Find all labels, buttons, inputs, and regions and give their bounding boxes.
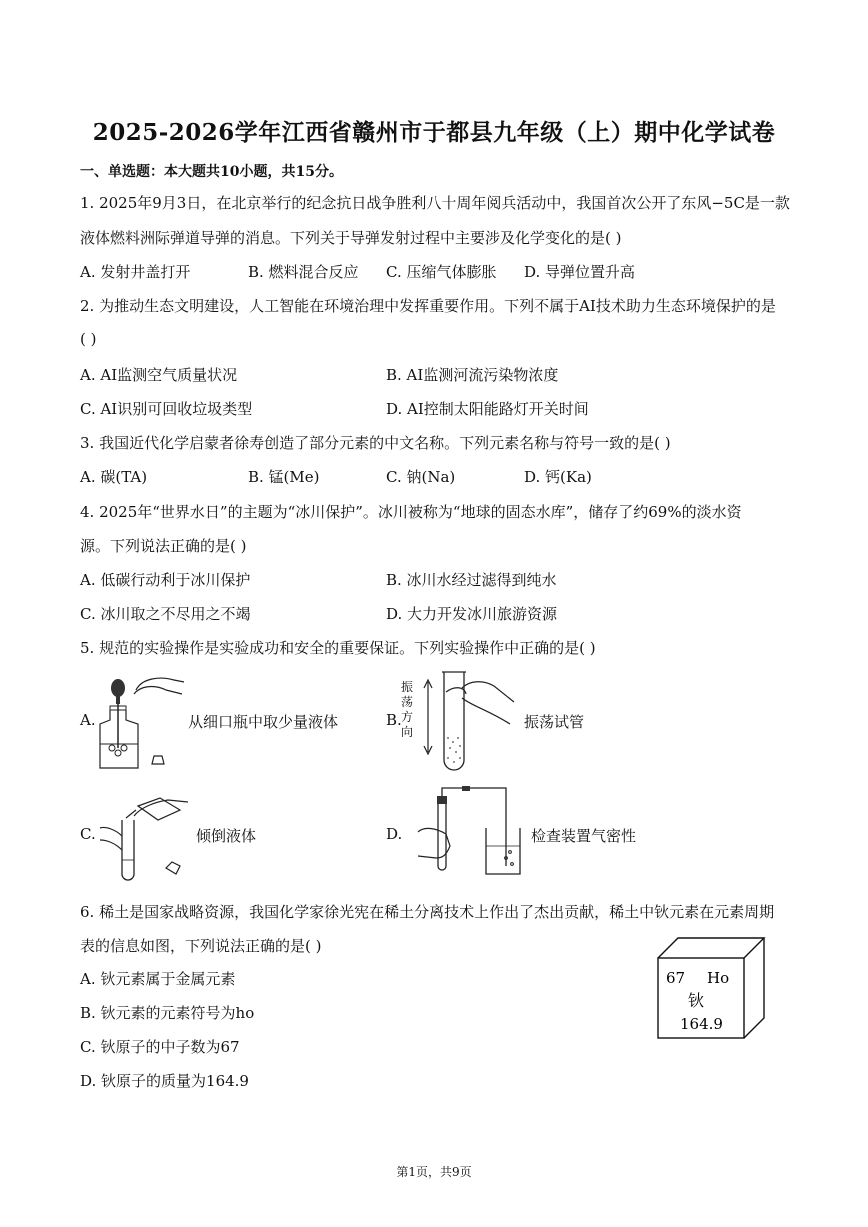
question-2-stem-line1: 2. 为推动生态文明建设，人工智能在环境治理中发挥重要作用。下列不属于AI技术助力生态环境保护的是 [80,297,776,315]
question-5-option-a-letter: A. [80,711,96,729]
shake-direction-char: 向 [401,725,414,739]
question-4-option-b: B. 冰川水经过滤得到纯水 [386,571,557,589]
question-2-option-b: B. AI监测河流污染物浓度 [386,366,559,384]
question-2-option-c: C. AI识别可回收垃圾类型 [80,400,253,418]
question-6-option-c: C. 钬原子的中子数为67 [80,1038,240,1056]
question-1-option-d: D. 导弹位置升高 [524,263,636,281]
question-4-option-c: C. 冰川取之不尽用之不竭 [80,605,251,623]
question-6-option-d: D. 钬原子的质量为164.9 [80,1072,249,1090]
question-5-option-b-caption: 振荡试管 [524,713,585,731]
shake-direction-label [401,680,415,740]
question-1-stem-line1: 1. 2025年9月3日，在北京举行的纪念抗日战争胜利八十周年阅兵活动中，我国首次公开了东风−5C是一款 [80,194,790,212]
airtightness-check-illustration [402,786,526,882]
question-6-stem-line2: 表的信息如图，下列说法正确的是( ) [80,937,322,955]
question-5-option-d-letter: D. [386,825,403,843]
shake-direction-char: 荡 [401,695,414,709]
question-1-option-b: B. 燃料混合反应 [248,263,359,281]
question-2-stem-line2: ( ) [80,330,97,348]
page-title: 2025-2026学年江西省赣州市于都县九年级（上）期中化学试卷 [92,119,776,146]
question-6-option-b: B. 钬元素的元素符号为ho [80,1004,255,1022]
question-5-option-c-caption: 倾倒液体 [196,827,257,845]
shake-direction-char: 方 [401,710,414,724]
element-name: 钬 [688,991,705,1010]
question-3-option-c: C. 钠(Na) [386,468,456,486]
periodic-table-cell-figure [656,936,768,1042]
question-5-option-c-letter: C. [80,825,96,843]
question-1-stem-line2: 液体燃料洲际弹道导弹的消息。下列关于导弹发射过程中主要涉及化学变化的是( ) [80,229,622,247]
question-3-option-a: A. 碳(TA) [80,468,148,486]
question-3-stem: 3. 我国近代化学启蒙者徐寿创造了部分元素的中文名称。下列元素名称与符号一致的是( ) [80,434,671,452]
question-4-stem-line2: 源。下列说法正确的是( ) [80,537,247,555]
question-5-option-b-letter: B. [386,711,402,729]
question-4-option-d: D. 大力开发冰川旅游资源 [386,605,558,623]
question-5-option-a-caption: 从细口瓶中取少量液体 [188,713,339,731]
question-4-option-a: A. 低碳行动利于冰川保护 [80,571,251,589]
shaking-test-tube-illustration [418,668,518,772]
question-6-stem-line1: 6. 稀土是国家战略资源，我国化学家徐光宪在稀土分离技术上作出了杰出贡献，稀土中钬元素在元素周期 [80,903,775,921]
question-4-stem-line1: 4. 2025年“世界水日”的主题为“冰川保护”。冰川被称为“地球的固态水库”，储存了约69%的淡水资 [80,503,742,521]
question-1-option-c: C. 压缩气体膨胀 [386,263,497,281]
page-footer: 第1页，共9页 [396,1165,472,1179]
section-heading: 一、单选题：本大题共10小题，共15分。 [80,164,343,180]
question-2-option-a: A. AI监测空气质量状况 [80,366,238,384]
question-5-option-d-caption: 检查装置气密性 [531,827,637,845]
dropper-bottle-illustration [94,668,184,778]
pouring-liquid-illustration [96,780,196,890]
shake-direction-char: 振 [401,680,414,694]
question-2-option-d: D. AI控制太阳能路灯开关时间 [386,400,589,418]
element-atomic-number: 67 [666,969,686,987]
element-atomic-mass: 164.9 [680,1015,723,1033]
question-6-option-a: A. 钬元素属于金属元素 [80,970,236,988]
question-1-option-a: A. 发射井盖打开 [80,263,191,281]
question-3-option-d: D. 钙(Ka) [524,468,592,486]
question-3-option-b: B. 锰(Me) [248,468,320,486]
element-symbol: Ho [707,969,730,987]
question-5-stem: 5. 规范的实验操作是实验成功和安全的重要保证。下列实验操作中正确的是( ) [80,639,596,657]
